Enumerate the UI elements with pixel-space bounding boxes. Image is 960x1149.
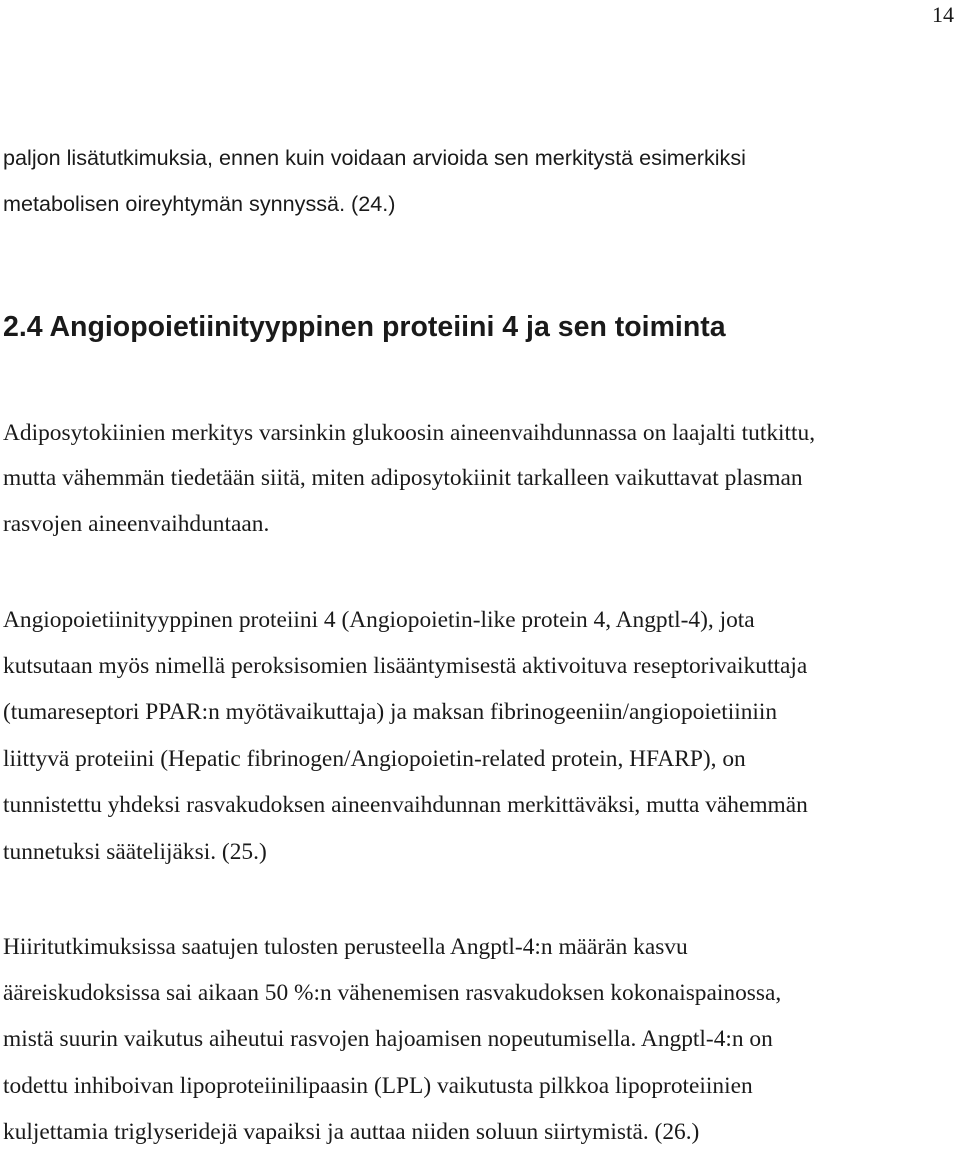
text-line: todettu inhiboivan lipoproteiinilipaasin (LPL) vaikutusta pilkkoa lipoproteiinien <box>3 1073 753 1099</box>
text-line: Angiopoietiinityyppinen proteiini 4 (Angiopoietin-like protein 4, Angptl-4), jota <box>3 607 755 633</box>
text-line: liittyvä proteiini (Hepatic fibrinogen/Angiopoietin-related protein, HFARP), on <box>3 746 746 772</box>
text-line: ääreiskudoksissa sai aikaan 50 %:n vähenemisen rasvakudoksen kokonaispainossa, <box>3 980 782 1006</box>
text-line: Hiiritutkimuksissa saatujen tulosten perusteella Angptl-4:n määrän kasvu <box>3 934 688 960</box>
text-line: tunnistettu yhdeksi rasvakudoksen aineenvaihdunnan merkittäväksi, mutta vähemmän <box>3 792 808 818</box>
text-line: paljon lisätutkimuksia, ennen kuin voidaan arvioida sen merkitystä esimerkiksi <box>3 145 746 170</box>
text-line: Adiposytokiinien merkitys varsinkin glukoosin aineenvaihdunnassa on laajalti tutkittu, <box>3 420 816 446</box>
section-heading: 2.4 Angiopoietiinityyppinen proteiini 4 ja sen toiminta <box>3 311 726 343</box>
text-line: kuljettamia triglyseridejä vapaiksi ja auttaa niiden soluun siirtymistä. (26.) <box>3 1119 700 1145</box>
page-number: 14 <box>932 2 954 27</box>
text-line: mutta vähemmän tiedetään siitä, miten adiposytokiinit tarkalleen vaikuttavat plasman <box>3 465 803 491</box>
text-line: kutsutaan myös nimellä peroksisomien lisääntymisestä aktivoituva reseptorivaikuttaja <box>3 653 808 679</box>
text-line: (tumareseptori PPAR:n myötävaikuttaja) ja maksan fibrinogeeniin/angiopoietiiniin <box>3 699 778 725</box>
text-line: rasvojen aineenvaihduntaan. <box>3 511 270 537</box>
text-line: mistä suurin vaikutus aiheutui rasvojen hajoamisen nopeutumisella. Angptl-4:n on <box>3 1026 773 1052</box>
text-line: metabolisen oireyhtymän synnyssä. (24.) <box>3 191 396 216</box>
text-line: tunnetuksi säätelijäksi. (25.) <box>3 839 267 865</box>
